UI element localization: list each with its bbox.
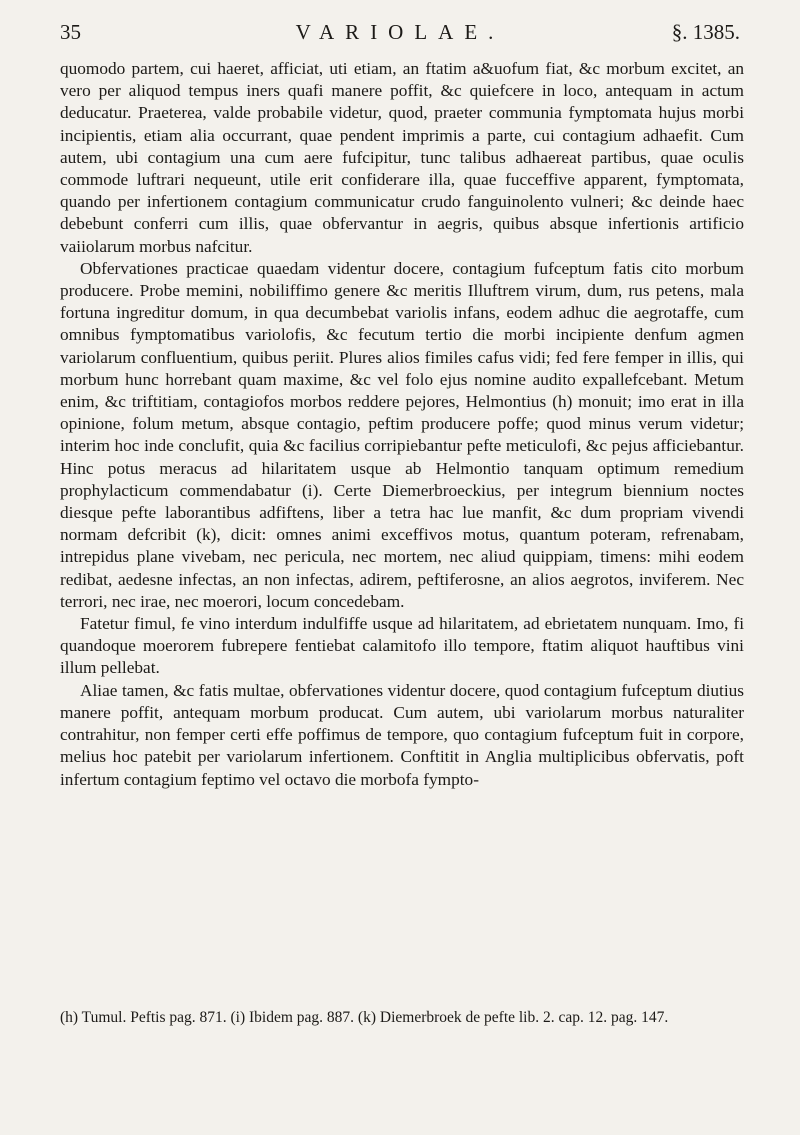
running-head bbox=[60, 16, 740, 48]
footnote: (h) Tumul. Peftis pag. 871. (i) Ibidem pag. 887. (k) Diemerbroek de pefte lib. 2. cap. 12. pag. 147. bbox=[60, 1009, 669, 1026]
section-number: §. 1385. bbox=[671, 20, 740, 44]
page-number: 35 bbox=[60, 20, 81, 44]
body-text bbox=[60, 58, 744, 791]
paragraph: Aliae tamen, &c fatis multae, obfervationes videntur docere, quod contagium fufceptum diutius manere poffit, antequam morbum producat. Cum autem, ubi variolarum morbus naturaliter contrahitur, non femper certi effe poffimus de tempore, quo contagium fufceptum fuit in corpore, melius hoc patebit per variolarum infertionem. Conftitit in Anglia multiplicibus obfervatis, poft infertum contagium feptimo vel octavo die morbofa fympto- bbox=[60, 680, 744, 789]
paragraph: Fatetur fimul, fe vino interdum indulfiffe usque ad hilaritatem, ad ebrietatem nunquam. Imo, fi quandoque moerorem fubrepere fentiebat calamitofo illo tempore, ftatim aliquot hauftibus vini illum pellebat. bbox=[60, 614, 744, 678]
paragraph: quomodo partem, cui haeret, afficiat, uti etiam, an ftatim a&uofum fiat, &c morbum excitet, an vero per aliquod tempus iners quafi manere poffit, &c quiefcere in loco, antequam in actum deducatur. Praeterea, valde probabile videtur, quod, praeter communia fymptomata hujus morbi incipientis, etiam alia occurrant, quae pendent imprimis a parte, cui contagium adhaefit. Cum autem, ubi contagium una cum aere fufcipitur, tunc talibus adhaereat partibus, quae oculis commode luftrari nequeunt, utile erit confiderare illa, quae fucceffive apparent, fymptomata, quando per infertionem contagium communicatur crudo fanguinolento vulneri; &c deinde haec debebunt conferri cum illis, quae obfervantur in aegris, quibus absque infertionis artificio vaiiolarum morbus nafcitur. bbox=[60, 59, 744, 256]
footnotes bbox=[60, 1008, 744, 1028]
paragraph: Obfervationes practicae quaedam videntur docere, contagium fufceptum fatis cito morbum producere. Probe memini, nobiliffimo genere &c meritis Illuftrem virum, dum, rus petens, mala fortuna ingreditur domum, in qua decumbebat variolis infans, eodem adhuc die aegrotaffe, cum omnibus fymptomatibus variolofis, &c fecutum tertio die morbi incipiente denfum agmen variolarum confluentium, quibus periit. Plures alios fimiles cafus vidi; fed fere femper in illis, qui morbum hunc horrebant quam maxime, &c vel folo ejus nomine audito expallefcebant. Metum enim, &c triftitiam, contagiofos morbos reddere pejores, Helmontius (h) monuit; imo erat in illa opinione, folum metum, absque contagio, peftim producere poffe; quod minus verum videtur; interim hoc inde conclufit, quia &c facilius corripiebantur pefte meticulofi, &c pejus afficiebantur. Hinc potus meracus ad hilaritatem usque ab Helmontio tanquam optimum remedium prophylacticum commendabatur (i). Certe Diemerbroeckius, per integrum biennium noctes diesque pefte laborantibus adfiftens, liber a tetra hac lue manfit, &c dum propriam vivendi normam defcribit (k), dicit: omnes animi exceffivos motus, quantum poteram, refrenabam, intrepidus plane vivebam, nec pericula, nec mortem, nec aliud quippiam, timens: mihi eodem redibat, aedesne infectas, an non infectas, adirem, peftiferosne, an alios aegrotos, inviferem. Nec terrori, nec irae, nec moerori, locum concedebam. bbox=[60, 258, 744, 611]
running-title: VARIOLAE. bbox=[295, 20, 505, 44]
